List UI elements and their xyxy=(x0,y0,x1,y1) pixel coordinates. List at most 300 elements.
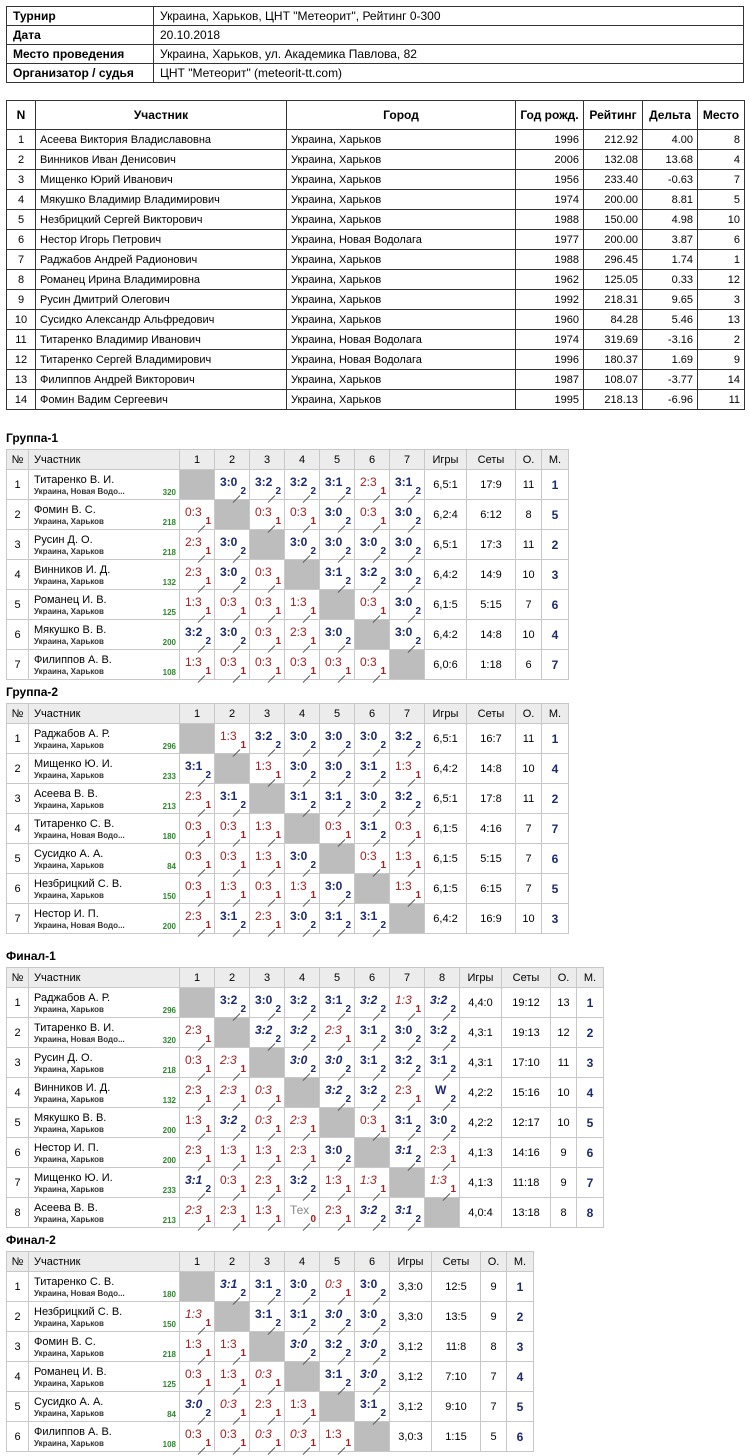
match-points: 1 xyxy=(205,606,211,617)
match-result-cell xyxy=(215,560,250,590)
match-result-cell xyxy=(215,650,250,680)
header-opponent-number: 1 xyxy=(180,968,215,988)
player-sets: 4:16 xyxy=(467,814,516,844)
match-score: 2:3 xyxy=(220,1053,237,1067)
match-score: 3:2 xyxy=(360,565,378,579)
player-sets: 1:15 xyxy=(432,1422,481,1452)
player-number: 7 xyxy=(7,650,29,680)
participant-cell: 10 xyxy=(698,210,745,230)
match-points: 2 xyxy=(240,1124,246,1135)
player-city: Украина, Новая Водо... xyxy=(34,830,125,840)
score-divider xyxy=(198,929,206,937)
player-city: Украина, Новая Водо... xyxy=(34,486,125,496)
player-rating: 233 xyxy=(162,1186,176,1195)
match-result-cell xyxy=(285,988,320,1018)
match-points: 2 xyxy=(310,920,316,931)
participant-cell: Асеева Виктория Владиславовна xyxy=(36,130,287,150)
group-player-row xyxy=(7,470,569,500)
player-number: 1 xyxy=(7,724,29,754)
header-sets: Сеты xyxy=(432,1252,481,1272)
player-points: 7 xyxy=(481,1362,507,1392)
participant-cell: 150.00 xyxy=(584,210,643,230)
match-score: 1:3 xyxy=(325,1173,342,1187)
participant-cell: 12 xyxy=(7,350,36,370)
player-games: 6,5:1 xyxy=(425,724,467,754)
header-place: М. xyxy=(577,968,604,988)
match-result-cell xyxy=(320,650,355,680)
match-score: 0:3 xyxy=(220,1397,237,1411)
match-points: 1 xyxy=(240,890,246,901)
match-score: 2:3 xyxy=(255,909,272,923)
match-points: 1 xyxy=(205,1124,211,1135)
match-result-cell xyxy=(250,1138,285,1168)
player-number: 2 xyxy=(7,754,29,784)
participant-cell: 218.31 xyxy=(584,290,643,310)
match-points: 2 xyxy=(240,1004,246,1015)
participant-row xyxy=(7,330,745,350)
match-points: 1 xyxy=(205,860,211,871)
match-score: 3:1 xyxy=(360,1023,378,1037)
match-score: 3:1 xyxy=(255,1277,273,1291)
match-score: 0:3 xyxy=(220,1427,237,1441)
match-result-cell xyxy=(320,814,355,844)
player-cell xyxy=(29,1048,180,1078)
player-number: 4 xyxy=(7,1362,29,1392)
match-score: 1:3 xyxy=(220,729,237,743)
match-points: 1 xyxy=(415,830,421,841)
match-result-cell xyxy=(180,1362,215,1392)
participant-cell: Украина, Харьков xyxy=(287,390,516,410)
match-points: 2 xyxy=(310,1348,316,1359)
self-match-cell xyxy=(180,988,215,1018)
match-result-cell xyxy=(390,560,425,590)
match-points: 2 xyxy=(345,920,351,931)
match-result-cell xyxy=(250,620,285,650)
player-points: 9 xyxy=(551,1138,577,1168)
player-city: Украина, Новая Водо... xyxy=(34,1288,125,1298)
match-score: 1:3 xyxy=(255,1143,272,1157)
player-games: 6,1:5 xyxy=(425,844,467,874)
player-games: 3,3:0 xyxy=(390,1302,432,1332)
info-row xyxy=(7,26,744,45)
participant-cell: 9 xyxy=(698,350,745,370)
match-score: 0:3 xyxy=(185,1053,202,1067)
player-games: 3,0:3 xyxy=(390,1422,432,1452)
match-result-cell xyxy=(355,1198,390,1228)
player-cell xyxy=(29,1272,180,1302)
match-result-cell xyxy=(250,988,285,1018)
match-result-cell xyxy=(390,500,425,530)
match-result-cell xyxy=(285,470,320,500)
player-points: 6 xyxy=(516,650,542,680)
match-result-cell xyxy=(285,1302,320,1332)
match-points: 1 xyxy=(310,1154,316,1165)
player-number: 2 xyxy=(7,500,29,530)
participant-cell: Русин Дмитрий Олегович xyxy=(36,290,287,310)
match-score: 0:3 xyxy=(185,819,202,833)
player-name: Романец И. В. xyxy=(34,1365,107,1378)
match-result-cell xyxy=(320,1138,355,1168)
participant-cell: 1960 xyxy=(516,310,584,330)
player-city: Украина, Харьков xyxy=(34,546,104,556)
match-result-cell xyxy=(355,650,390,680)
match-points: 2 xyxy=(345,740,351,751)
match-result-cell xyxy=(180,500,215,530)
match-points: 2 xyxy=(415,800,421,811)
participant-cell: 8 xyxy=(7,270,36,290)
match-score: 3:0 xyxy=(360,535,378,549)
match-points: 2 xyxy=(415,606,421,617)
match-points: 1 xyxy=(310,666,316,677)
player-city: Украина, Харьков xyxy=(34,1154,104,1164)
player-games: 4,0:4 xyxy=(460,1198,502,1228)
participant-cell: Незбрицкий Сергей Викторович xyxy=(36,210,287,230)
match-score: 0:3 xyxy=(325,1277,342,1291)
participant-cell: 14 xyxy=(698,370,745,390)
match-score: 3:1 xyxy=(395,1203,413,1217)
player-place: 6 xyxy=(507,1422,534,1452)
match-points: 2 xyxy=(310,1034,316,1045)
match-points: 2 xyxy=(205,636,211,647)
match-points: 1 xyxy=(205,1438,211,1449)
match-result-cell xyxy=(285,844,320,874)
match-score: 2:3 xyxy=(185,1203,202,1217)
participant-cell: 233.40 xyxy=(584,170,643,190)
player-sets: 5:15 xyxy=(467,844,516,874)
match-result-cell xyxy=(355,590,390,620)
match-points: 1 xyxy=(205,1378,211,1389)
player-points: 9 xyxy=(551,1168,577,1198)
player-rating: 150 xyxy=(162,1320,176,1329)
participant-cell: Мякушко Владимир Владимирович xyxy=(36,190,287,210)
match-result-cell xyxy=(285,1168,320,1198)
match-score: 3:0 xyxy=(360,1277,378,1291)
match-result-cell xyxy=(180,904,215,934)
score-divider xyxy=(268,1447,276,1455)
player-name: Титаренко С. В. xyxy=(34,1275,115,1288)
match-points: 1 xyxy=(275,576,281,587)
player-sets: 6:15 xyxy=(467,874,516,904)
match-points: 1 xyxy=(205,830,211,841)
participant-cell: 1987 xyxy=(516,370,584,390)
match-result-cell xyxy=(285,1048,320,1078)
match-points: 2 xyxy=(380,1064,386,1075)
match-points: 2 xyxy=(205,1408,211,1419)
match-result-cell xyxy=(390,988,425,1018)
score-divider xyxy=(233,1223,241,1231)
header-opponent-number: 3 xyxy=(250,704,285,724)
match-result-cell xyxy=(425,1078,460,1108)
match-points: 1 xyxy=(450,1184,456,1195)
match-result-cell xyxy=(390,590,425,620)
score-divider xyxy=(233,929,241,937)
player-cell xyxy=(29,1302,180,1332)
match-points: 1 xyxy=(205,1318,211,1329)
match-score: 3:2 xyxy=(360,1083,378,1097)
match-score: 0:3 xyxy=(220,849,237,863)
header-games: Игры xyxy=(425,704,467,724)
self-match-cell xyxy=(355,620,390,650)
match-result-cell xyxy=(355,500,390,530)
player-rating: 320 xyxy=(162,488,176,497)
self-match-cell xyxy=(390,904,425,934)
group-player-row xyxy=(7,988,604,1018)
match-result-cell xyxy=(355,1302,390,1332)
match-result-cell xyxy=(180,530,215,560)
participant-cell: 3 xyxy=(698,290,745,310)
player-city: Украина, Харьков xyxy=(34,860,104,870)
player-cell xyxy=(29,1168,180,1198)
match-score: 3:2 xyxy=(325,1083,343,1097)
match-score: 3:1 xyxy=(255,1307,273,1321)
self-match-cell xyxy=(390,1168,425,1198)
match-result-cell xyxy=(320,1302,355,1332)
player-points: 7 xyxy=(516,590,542,620)
match-result-cell xyxy=(355,784,390,814)
match-score: 1:3 xyxy=(185,655,202,669)
match-result-cell xyxy=(250,1198,285,1228)
participant-cell: 7 xyxy=(698,170,745,190)
match-result-cell xyxy=(180,1302,215,1332)
header-participant: Участник xyxy=(29,968,180,988)
match-score: 0:3 xyxy=(185,1427,202,1441)
match-score: 2:3 xyxy=(325,1203,342,1217)
match-result-cell xyxy=(320,1048,355,1078)
match-score: 2:3 xyxy=(220,1203,237,1217)
match-result-cell xyxy=(215,1078,250,1108)
player-number: 6 xyxy=(7,1138,29,1168)
match-score: 3:0 xyxy=(220,625,238,639)
participant-row xyxy=(7,270,745,290)
header-opponent-number: 3 xyxy=(250,968,285,988)
score-divider xyxy=(198,675,206,683)
group-player-row xyxy=(7,1108,604,1138)
player-number: 3 xyxy=(7,1048,29,1078)
participant-cell: 1988 xyxy=(516,250,584,270)
player-cell xyxy=(29,988,180,1018)
info-row xyxy=(7,45,744,64)
match-result-cell xyxy=(320,530,355,560)
group-player-row xyxy=(7,1138,604,1168)
group-title: Финал-1 xyxy=(6,949,56,963)
score-divider xyxy=(198,1223,206,1231)
match-points: 1 xyxy=(240,1184,246,1195)
match-points: 2 xyxy=(415,636,421,647)
match-points: 1 xyxy=(275,516,281,527)
match-score: 0:3 xyxy=(255,595,272,609)
match-score: 3:1 xyxy=(360,909,378,923)
match-result-cell xyxy=(180,754,215,784)
player-games: 6,4:2 xyxy=(425,904,467,934)
header-place: М. xyxy=(542,450,569,470)
match-result-cell xyxy=(285,784,320,814)
match-points: 2 xyxy=(345,1154,351,1165)
info-value: ЦНТ "Метеорит" (meteorit-tt.com) xyxy=(154,64,744,83)
match-points: 1 xyxy=(415,860,421,871)
match-result-cell xyxy=(285,1422,320,1452)
player-points: 11 xyxy=(516,470,542,500)
group-header-row xyxy=(7,968,604,988)
group-table xyxy=(6,1251,534,1452)
match-points: 1 xyxy=(345,1438,351,1449)
score-divider xyxy=(338,1223,346,1231)
player-games: 6,5:1 xyxy=(425,530,467,560)
participant-cell: Филиппов Андрей Викторович xyxy=(36,370,287,390)
header-opponent-number: 3 xyxy=(250,450,285,470)
match-score: 3:0 xyxy=(290,759,308,773)
match-score: 0:3 xyxy=(185,879,202,893)
match-points: 1 xyxy=(415,1004,421,1015)
player-city: Украина, Новая Водо... xyxy=(34,920,125,930)
match-result-cell xyxy=(390,784,425,814)
header-place: М. xyxy=(542,704,569,724)
info-row xyxy=(7,64,744,83)
participant-row xyxy=(7,230,745,250)
match-score: 3:0 xyxy=(395,535,413,549)
player-place: 2 xyxy=(507,1302,534,1332)
player-place: 4 xyxy=(507,1362,534,1392)
player-points: 9 xyxy=(481,1272,507,1302)
group-title: Группа-2 xyxy=(6,685,59,699)
match-result-cell xyxy=(180,1422,215,1452)
self-match-cell xyxy=(425,1198,460,1228)
participant-cell: Украина, Харьков xyxy=(287,290,516,310)
participant-cell: 9.65 xyxy=(643,290,698,310)
info-value: 20.10.2018 xyxy=(154,26,744,45)
info-row xyxy=(7,7,744,26)
match-result-cell xyxy=(250,1362,285,1392)
player-rating: 200 xyxy=(162,922,176,931)
player-sets: 15:16 xyxy=(502,1078,551,1108)
player-sets: 13:18 xyxy=(502,1198,551,1228)
player-points: 8 xyxy=(551,1198,577,1228)
player-city: Украина, Новая Водо... xyxy=(34,1034,125,1044)
participant-cell: 10 xyxy=(7,310,36,330)
match-points: 2 xyxy=(380,1094,386,1105)
group-table xyxy=(6,449,569,680)
match-points: 1 xyxy=(205,1034,211,1045)
player-name: Филиппов А. В. xyxy=(34,653,112,666)
participant-row xyxy=(7,390,745,410)
match-points: 1 xyxy=(275,1124,281,1135)
match-points: 2 xyxy=(345,770,351,781)
match-result-cell xyxy=(285,590,320,620)
player-rating: 125 xyxy=(162,1380,176,1389)
match-points: 2 xyxy=(240,576,246,587)
player-games: 6,4:2 xyxy=(425,754,467,784)
header-opponent-number: 1 xyxy=(180,1252,215,1272)
group-player-row xyxy=(7,1392,534,1422)
match-score: 3:2 xyxy=(430,1023,448,1037)
match-points: 2 xyxy=(275,740,281,751)
player-points: 11 xyxy=(516,784,542,814)
match-points: 1 xyxy=(345,666,351,677)
match-result-cell xyxy=(320,1332,355,1362)
player-rating: 296 xyxy=(162,1006,176,1015)
self-match-cell xyxy=(180,724,215,754)
match-score: 1:3 xyxy=(255,759,272,773)
match-score: 3:1 xyxy=(360,1053,378,1067)
participant-cell: -0.63 xyxy=(643,170,698,190)
match-result-cell xyxy=(215,470,250,500)
header-sets: Сеты xyxy=(467,704,516,724)
match-result-cell xyxy=(215,1108,250,1138)
player-rating: 150 xyxy=(162,892,176,901)
match-score: 3:1 xyxy=(360,759,378,773)
match-score: 3:2 xyxy=(220,993,238,1007)
participant-cell: 13 xyxy=(7,370,36,390)
group-player-row xyxy=(7,904,569,934)
player-cell xyxy=(29,620,180,650)
group-player-row xyxy=(7,1362,534,1392)
player-number: 5 xyxy=(7,844,29,874)
group-player-row xyxy=(7,1422,534,1452)
group-title: Группа-1 xyxy=(6,431,59,445)
header-opponent-number: 1 xyxy=(180,450,215,470)
match-points: 2 xyxy=(345,1348,351,1359)
header-opponent-number: 2 xyxy=(215,1252,250,1272)
participant-cell: 1977 xyxy=(516,230,584,250)
player-rating: 180 xyxy=(162,1290,176,1299)
player-cell xyxy=(29,784,180,814)
player-games: 3,1:2 xyxy=(390,1332,432,1362)
header-opponent-number: 6 xyxy=(355,968,390,988)
match-score: 3:2 xyxy=(360,993,378,1007)
match-result-cell xyxy=(355,904,390,934)
match-result-cell xyxy=(180,784,215,814)
self-match-cell xyxy=(250,784,285,814)
header-games: Игры xyxy=(460,968,502,988)
match-result-cell xyxy=(250,470,285,500)
match-result-cell xyxy=(320,988,355,1018)
match-result-cell xyxy=(355,814,390,844)
player-rating: 218 xyxy=(162,1066,176,1075)
group-player-row xyxy=(7,650,569,680)
match-result-cell xyxy=(390,530,425,560)
participant-cell: 9 xyxy=(7,290,36,310)
player-games: 4,3:1 xyxy=(460,1048,502,1078)
participant-row xyxy=(7,190,745,210)
participant-cell: Титаренко Сергей Владимирович xyxy=(36,350,287,370)
match-score: 1:3 xyxy=(185,1337,202,1351)
match-points: 2 xyxy=(380,1378,386,1389)
match-result-cell xyxy=(215,1048,250,1078)
match-score: 3:2 xyxy=(290,1173,308,1187)
participant-cell: 1974 xyxy=(516,330,584,350)
header-opponent-number: 7 xyxy=(390,450,425,470)
match-result-cell xyxy=(250,844,285,874)
participants-header-cell: Дельта xyxy=(643,101,698,130)
player-number: 2 xyxy=(7,1018,29,1048)
match-points: 2 xyxy=(415,1214,421,1225)
match-points: 2 xyxy=(380,920,386,931)
player-games: 4,1:3 xyxy=(460,1168,502,1198)
match-result-cell xyxy=(285,620,320,650)
match-score: 3:0 xyxy=(220,565,238,579)
match-score: 3:1 xyxy=(325,475,343,489)
match-result-cell xyxy=(320,470,355,500)
player-cell xyxy=(29,724,180,754)
match-result-cell xyxy=(215,844,250,874)
match-result-cell xyxy=(180,620,215,650)
match-score: 0:3 xyxy=(220,819,237,833)
match-result-cell xyxy=(390,1048,425,1078)
match-result-cell xyxy=(355,844,390,874)
player-rating: 132 xyxy=(162,578,176,587)
match-score: 3:2 xyxy=(255,729,273,743)
header-participant: Участник xyxy=(29,450,180,470)
match-points: 1 xyxy=(205,516,211,527)
